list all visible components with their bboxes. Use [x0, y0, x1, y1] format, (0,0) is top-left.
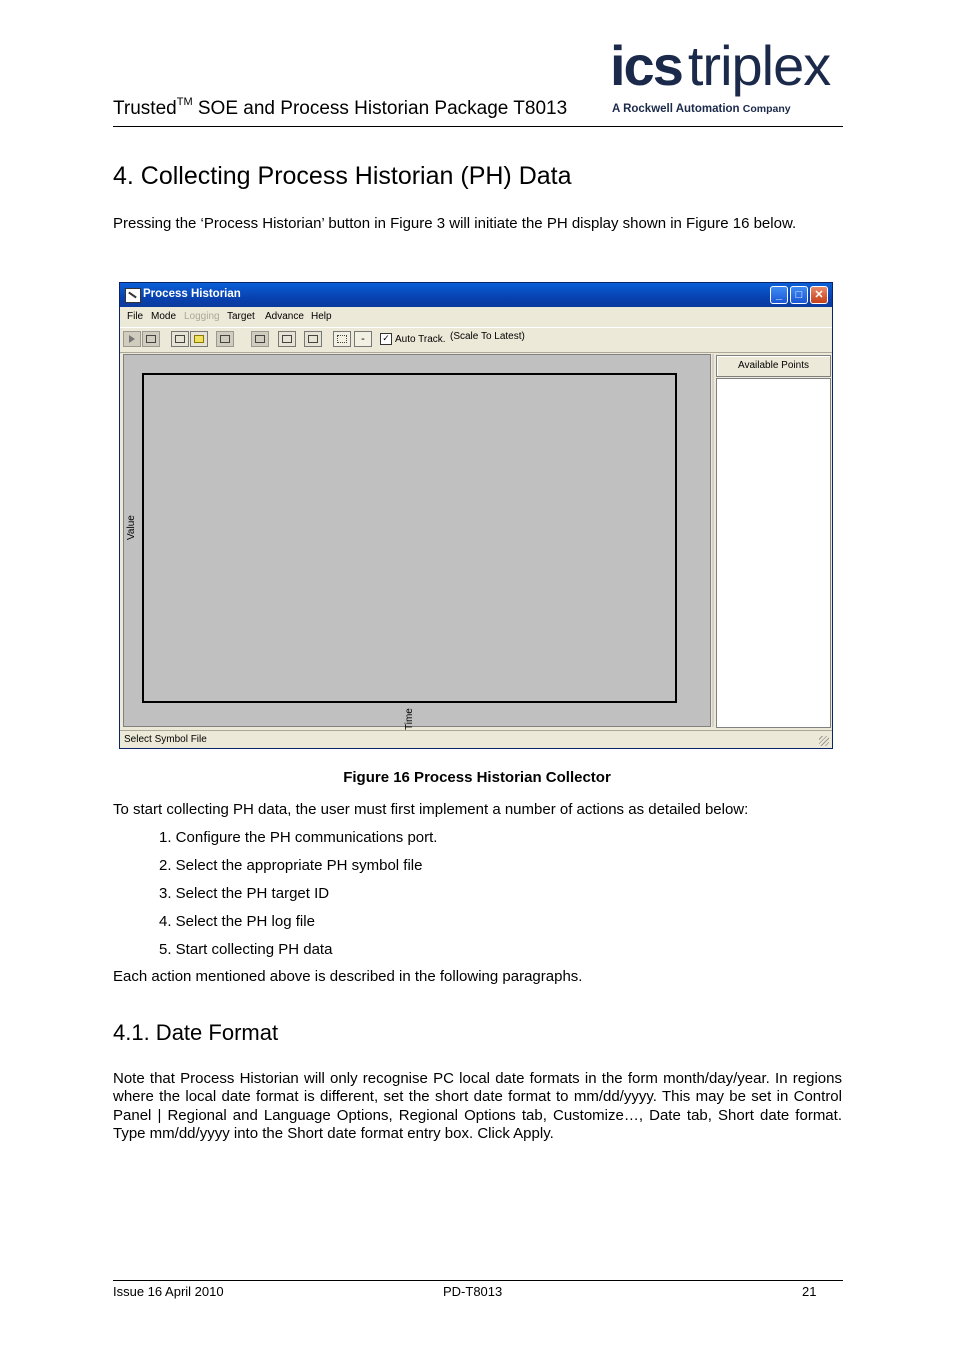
list-item: 2. Select the appropriate PH symbol file — [159, 857, 423, 874]
pane-splitter[interactable] — [712, 354, 714, 727]
maximize-button[interactable]: □ — [790, 286, 808, 304]
section-heading: 4. Collecting Process Historian (PH) Data — [113, 162, 572, 190]
scale-to-latest-label: (Scale To Latest) — [450, 331, 525, 342]
menu-target[interactable]: Target — [227, 311, 255, 322]
copy-icon — [220, 335, 230, 343]
following-paragraphs-note: Each action mentioned above is described in the following paragraphs. — [113, 968, 583, 985]
zoom-out-button[interactable]: - — [354, 331, 372, 347]
subsection-heading: 4.1. Date Format — [113, 1020, 279, 1045]
intro-paragraph: Pressing the ‘Process Historian’ button in Figure 3 will initiate the PH display shown in Figure 16 below. — [113, 215, 797, 232]
header-divider — [113, 126, 843, 127]
file-icon — [308, 335, 318, 343]
list-item: 3. Select the PH target ID — [159, 885, 330, 902]
available-points-list[interactable] — [716, 378, 831, 728]
list-item: 1. Configure the PH communications port. — [159, 829, 438, 846]
menu-mode[interactable]: Mode — [151, 311, 177, 322]
y-axis-label: Value — [126, 515, 137, 540]
list-item: 4. Select the PH log file — [159, 913, 315, 930]
footer-page-number: 21 — [802, 1284, 817, 1299]
status-text: Select Symbol File — [124, 734, 207, 745]
minimize-button[interactable]: _ — [770, 286, 788, 304]
zoom-box-icon — [337, 335, 347, 343]
resize-grip-icon[interactable] — [819, 736, 829, 746]
play-button — [123, 331, 141, 347]
toolbar — [120, 327, 832, 353]
available-points-button[interactable]: Available Points — [716, 355, 831, 377]
menu-help[interactable]: Help — [311, 311, 332, 322]
properties-button[interactable] — [278, 331, 296, 347]
app-icon — [125, 288, 141, 303]
document-header-title: Trusted™ SOE and Process Historian Package T8013 — [113, 96, 568, 119]
stop-button — [142, 331, 160, 347]
date-format-paragraph: Note that Process Historian will only recognise PC local date formats in the form month/day/year. In regions where the local date format is different, set the short date format to mm/dd/yyyy. This may be set in Control Panel | Regional and Language Options, Regional Options tab, Customize…, Date tab, Short date format. Type mm/dd/yyyy into the Short date format entry box. Click Apply. — [113, 1070, 842, 1142]
menu-file[interactable]: File — [127, 311, 144, 322]
play-icon — [129, 335, 135, 343]
close-button[interactable]: ✕ — [810, 286, 828, 304]
edit-button[interactable] — [190, 331, 208, 347]
logo-wordmark: ics triplex — [610, 34, 831, 97]
menu-advance[interactable]: Advance — [265, 311, 304, 322]
figure-caption: Figure 16 Process Historian Collector — [343, 769, 611, 786]
process-historian-window — [119, 282, 833, 749]
plot-area[interactable] — [123, 354, 711, 730]
window-title: Process Historian — [143, 288, 241, 300]
auto-track-label: Auto Track. — [395, 334, 446, 345]
window-titlebar[interactable] — [120, 283, 832, 307]
x-axis-label: Time — [404, 708, 415, 730]
menu-bar — [120, 308, 832, 326]
table-icon — [175, 335, 185, 343]
footer-issue: Issue 16 April 2010 — [113, 1284, 224, 1299]
open-file-button[interactable] — [304, 331, 322, 347]
steps-intro-paragraph: To start collecting PH data, the user must first implement a number of actions as detailed below: — [113, 801, 749, 818]
auto-track-checkbox[interactable]: ✓ — [380, 333, 392, 345]
footer-document-id: PD-T8013 — [443, 1284, 503, 1299]
properties-icon — [282, 335, 292, 343]
status-bar — [120, 730, 832, 749]
footer-divider — [113, 1280, 843, 1281]
list-item: 5. Start collecting PH data — [159, 941, 333, 958]
menu-logging: Logging — [184, 311, 220, 322]
zoom-in-button[interactable] — [333, 331, 351, 347]
plot-frame[interactable] — [142, 373, 677, 703]
ics-triplex-logo — [610, 34, 844, 120]
printer-icon — [255, 335, 265, 343]
stop-icon — [146, 335, 156, 343]
table-button[interactable] — [171, 331, 189, 347]
pencil-icon — [194, 335, 204, 343]
logo-tagline: A Rockwell Automation Company — [612, 103, 791, 115]
print-button — [251, 331, 269, 347]
copy-button — [216, 331, 234, 347]
